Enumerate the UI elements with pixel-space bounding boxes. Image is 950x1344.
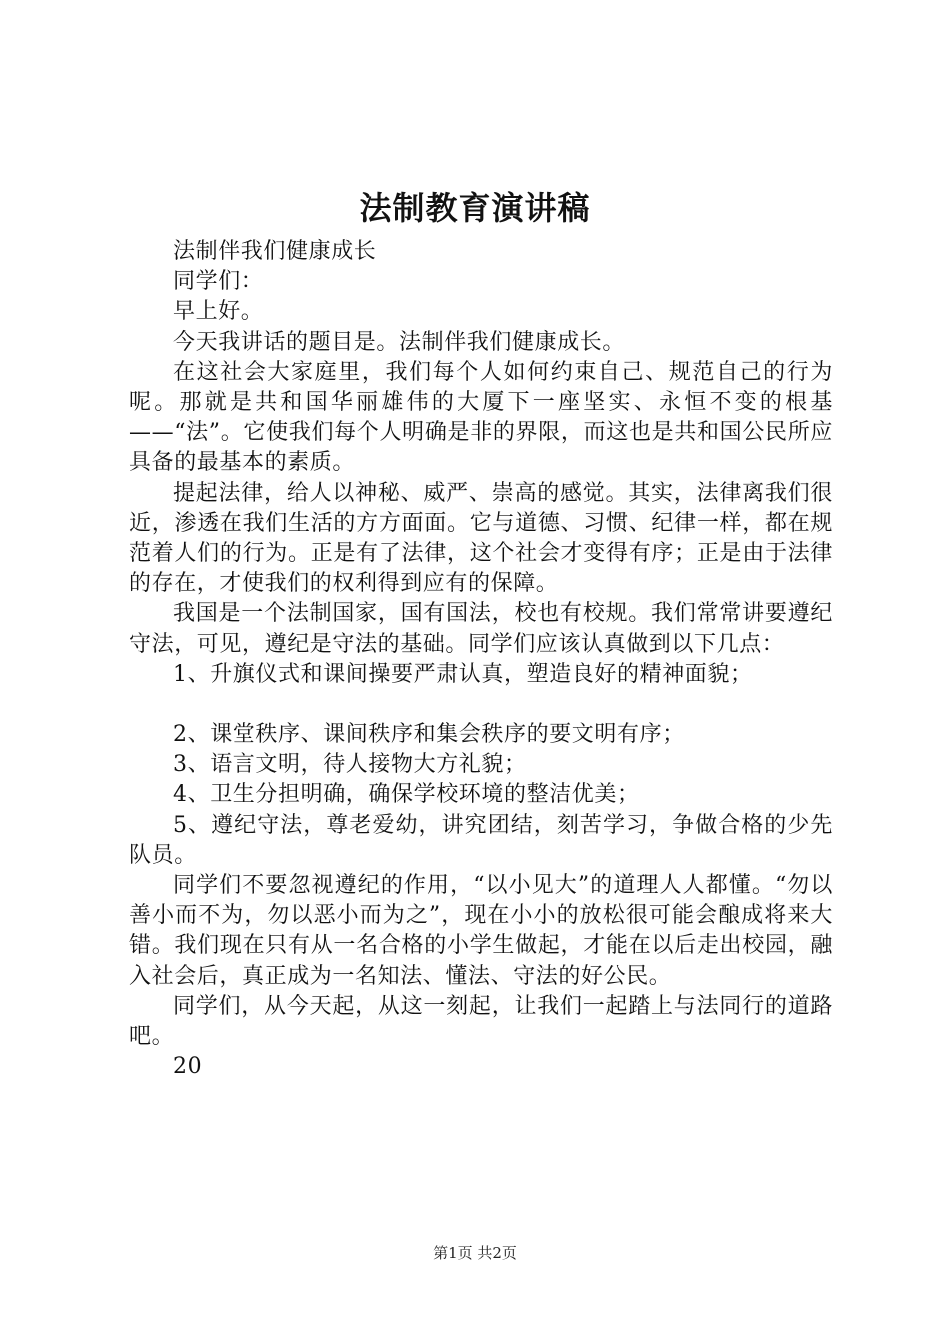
body-paragraph: 同学们，从今天起，从这一刻起，让我们一起踏上与法同行的道路吧。 — [129, 993, 833, 1050]
list-item: 5、遵纪守法，尊老爱幼，讲究团结，刻苦学习，争做合格的少先队员。 — [129, 812, 833, 868]
body-paragraph: 同学们不要忽视遵纪的作用，“以小见大”的道理人人都懂。“勿以善小而不为，勿以恶小而为之”，现在小小的放松很可能会酿成将来大错。我们现在只有从一名合格的小学生做起，才能在以后走出校园，融入社会后，真正成为一名知法、懂法、守法的好公民。 — [129, 873, 833, 989]
body-paragraph: 提起法律，给人以神秘、威严、崇高的感觉。其实，法律离我们很近，渗透在我们生活的方方面面。它与道德、习惯、纪律一样，都在规范着人们的行为。正是有了法律，这个社会才变得有序；正是由于法律的存在，才使我们的权利得到应有的保障。 — [129, 480, 833, 597]
body-paragraph: 我国是一个法制国家，国有国法，校也有校规。我们常常讲要遵纪守法，可见，遵纪是守法的基础。同学们应该认真做到以下几点： — [129, 601, 833, 657]
body-paragraph: 在这社会大家庭里，我们每个人如何约束自己、规范自己的行为呢。那就是共和国华丽雄伟的大厦下一座坚实、永恒不变的根基——“法”。它使我们每个人明确是非的界限，而这也是共和国公民所应具备的最基本的素质。 — [129, 359, 833, 476]
subtitle-paragraph: 法制伴我们健康成长 — [173, 239, 377, 264]
date-fragment: 20 — [173, 1054, 203, 1080]
topic-paragraph: 今天我讲话的题目是。法制伴我们健康成长。 — [173, 329, 626, 355]
page-number-footer: 第1页 共2页 — [433, 1244, 517, 1262]
list-item: 2、课堂秩序、课间秩序和集会秩序的要文明有序； — [173, 722, 685, 748]
document-title: 法制教育演讲稿 — [359, 189, 591, 227]
document-body — [129, 237, 833, 1082]
list-item: 1、升旗仪式和课间操要严肃认真，塑造良好的精神面貌； — [173, 661, 753, 687]
list-item: 4、卫生分担明确，确保学校环境的整洁优美； — [173, 782, 640, 808]
blank-line — [129, 690, 833, 720]
greeting-paragraph: 早上好。 — [173, 299, 264, 325]
list-item: 3、语言文明，待人接物大方礼貌； — [173, 752, 527, 778]
salutation-paragraph: 同学们： — [173, 269, 264, 295]
